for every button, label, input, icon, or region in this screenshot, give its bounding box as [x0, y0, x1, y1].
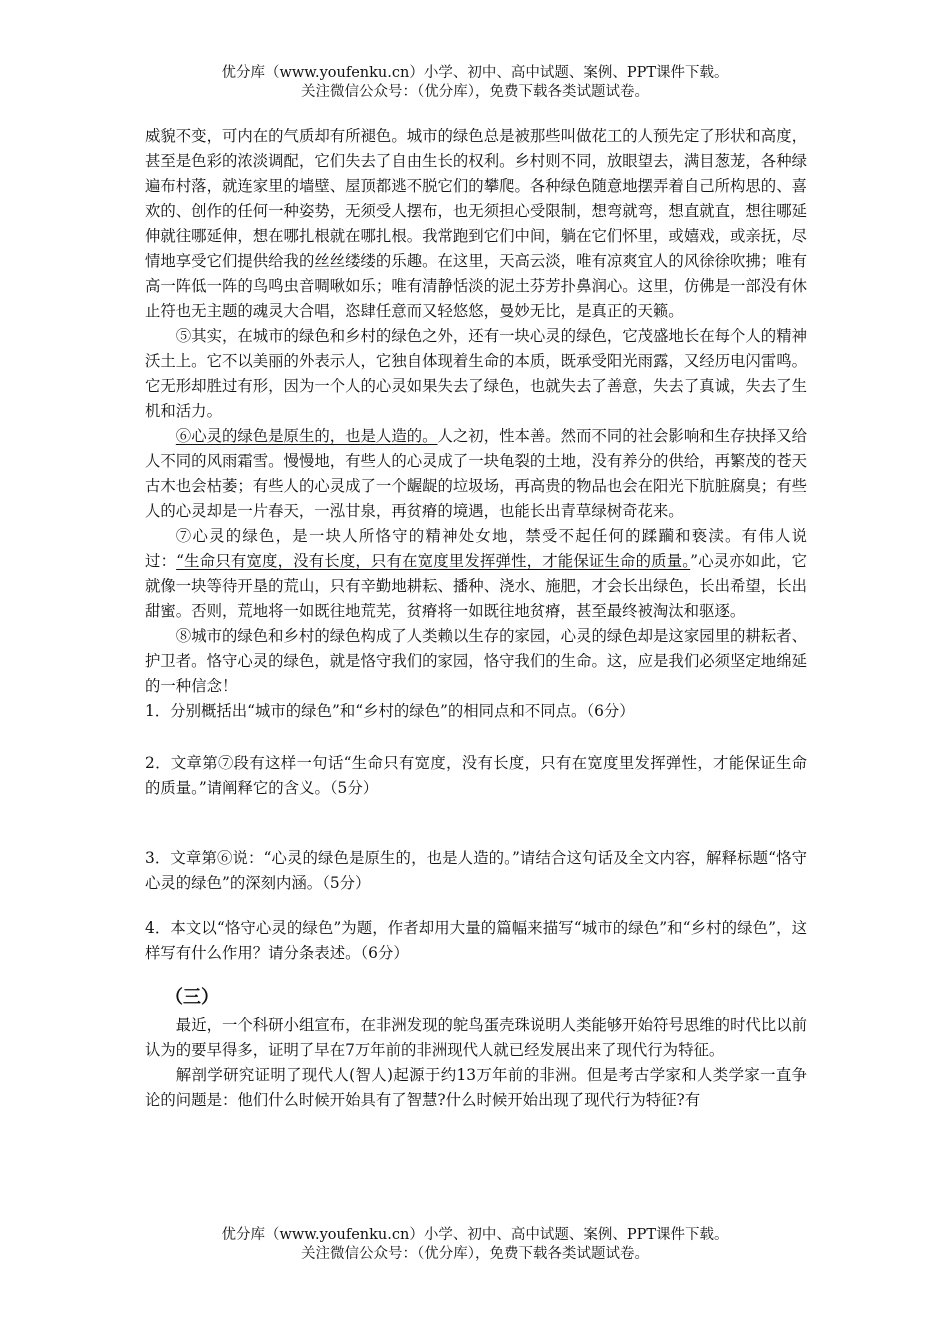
document-body: [145, 124, 807, 1113]
page-footer: [0, 1226, 950, 1264]
paragraph-5: ⑤其实，在城市的绿色和乡村的绿色之外，还有一块心灵的绿色，它茂盛地长在每个人的精神沃土上。它不以美丽的外表示人，它独自体现着生命的本质，既承受阳光雨露，又经历电闪雷鸣。它无形却胜过有形，因为一个人的心灵如果失去了绿色，也就失去了善意，失去了真诚，失去了生机和活力。: [145, 327, 807, 420]
underlined-quote-7: “生命只有宽度，没有长度，只有在宽度里发挥弹性，才能保证生命的质量。: [176, 552, 691, 570]
paragraph-6: [145, 424, 807, 524]
section3-paragraph-1: 最近，一个科研小组宣布，在非洲发现的鸵鸟蛋壳珠说明人类能够开始符号思维的时代比以前认为的要早得多，证明了早在7万年前的非洲现代人就已经发展出来了现代行为特征。: [145, 1016, 807, 1059]
question-3: 3．文章第⑥说：“心灵的绿色是原生的，也是人造的。”请结合这句话及全文内容，解释标题“恪守心灵的绿色”的深刻内涵。（5分）: [145, 849, 807, 892]
footer-line-1: 优分库（www.youfenku.cn）小学、初中、高中试题、案例、PPT课件下载。: [221, 1227, 729, 1243]
underlined-sentence-6: ⑥心灵的绿色是原生的，也是人造的。: [175, 427, 438, 445]
paragraph-6-text: 人之初，性本善。然而不同的社会影响和生存抉择又给人不同的风雨霜雪。慢慢地，有些人的心灵成了一块龟裂的土地，没有养分的供给，再繁茂的苍天古木也会枯萎；有些人的心灵成了一个龌龊的垃圾场，再高贵的物品也会在阳光下肮脏腐臭；有些人的心灵却是一片春天，一泓甘泉，再贫瘠的境遇，也能长出青草绿树奇花来。: [145, 427, 807, 520]
paragraph-7: [145, 524, 807, 624]
question-4: 4．本文以“恪守心灵的绿色”为题，作者却用大量的篇幅来描写“城市的绿色”和“乡村的绿色”，这样写有什么作用？请分条表述。（6分）: [145, 919, 807, 962]
paragraph-7-lead: ⑦心灵的绿色，是一块人所恪守的精神处女地，禁受不起任何的蹂躏和亵渎。有伟人说过：: [145, 527, 807, 570]
paragraph-8: ⑧城市的绿色和乡村的绿色构成了人类赖以生存的家园，心灵的绿色却是这家园里的耕耘者、护卫者。恪守心灵的绿色，就是恪守我们的家园，恪守我们的生命。这，应是我们必须坚定地绵延的一种信念！: [145, 627, 807, 695]
header-line-1: 优分库（www.youfenku.cn）小学、初中、高中试题、案例、PPT课件下载。: [221, 65, 729, 81]
question-2: 2．文章第⑦段有这样一句话“生命只有宽度，没有长度，只有在宽度里发挥弹性，才能保证生命的质量。”请阐释它的含义。（5分）: [145, 754, 807, 797]
header-line-2: 关注微信公众号：（优分库），免费下载各类试题试卷。: [301, 84, 649, 100]
footer-line-2: 关注微信公众号：（优分库），免费下载各类试题试卷。: [301, 1246, 649, 1262]
paragraph-7-text: ”心灵亦如此，它就像一块等待开垦的荒山，只有辛勤地耕耘、播种、浇水、施肥，才会长出绿色，长出希望，长出甜蜜。否则，荒地将一如既往地荒芜，贫瘠将一如既往地贫瘠，甚至最终被淘汰和驱逐。: [145, 552, 807, 620]
section-heading: （三）: [165, 987, 219, 1008]
page-header: [0, 64, 950, 102]
question-1: 1．分别概括出“城市的绿色”和“乡村的绿色”的相同点和不同点。（6分）: [145, 702, 635, 720]
section3-paragraph-2: 解剖学研究证明了现代人(智人)起源于约13万年前的非洲。但是考古学家和人类学家一直争论的问题是：他们什么时候开始具有了智慧?什么时候开始出现了现代行为特征?有: [145, 1066, 807, 1109]
paragraph-4-continued: 威貌不变，可内在的气质却有所褪色。城市的绿色总是被那些叫做花工的人预先定了形状和高度，甚至是色彩的浓淡调配，它们失去了自由生长的权利。乡村则不同，放眼望去，满目葱茏，各种绿遍布村落，就连家里的墙壁、屋顶都逃不脱它们的攀爬。各种绿色随意地摆弄着自己所构思的、喜欢的、创作的任何一种姿势，无须受人摆布，也无须担心受限制，想弯就弯，想直就直，想往哪延伸就往哪延伸，想在哪扎根就在哪扎根。我常跑到它们中间，躺在它们怀里，或嬉戏，或亲抚，尽情地享受它们提供给我的丝丝缕缕的乐趣。在这里，天高云淡，唯有凉爽宜人的风徐徐吹拂；唯有高一阵低一阵的鸟鸣虫音啁啾如乐；唯有清静恬淡的泥土芬芳扑鼻润心。这里，仿佛是一部没有休止符也无主题的魂灵大合唱，恣肆任意而又轻悠悠，曼妙无比，是真正的天籁。: [145, 127, 807, 320]
